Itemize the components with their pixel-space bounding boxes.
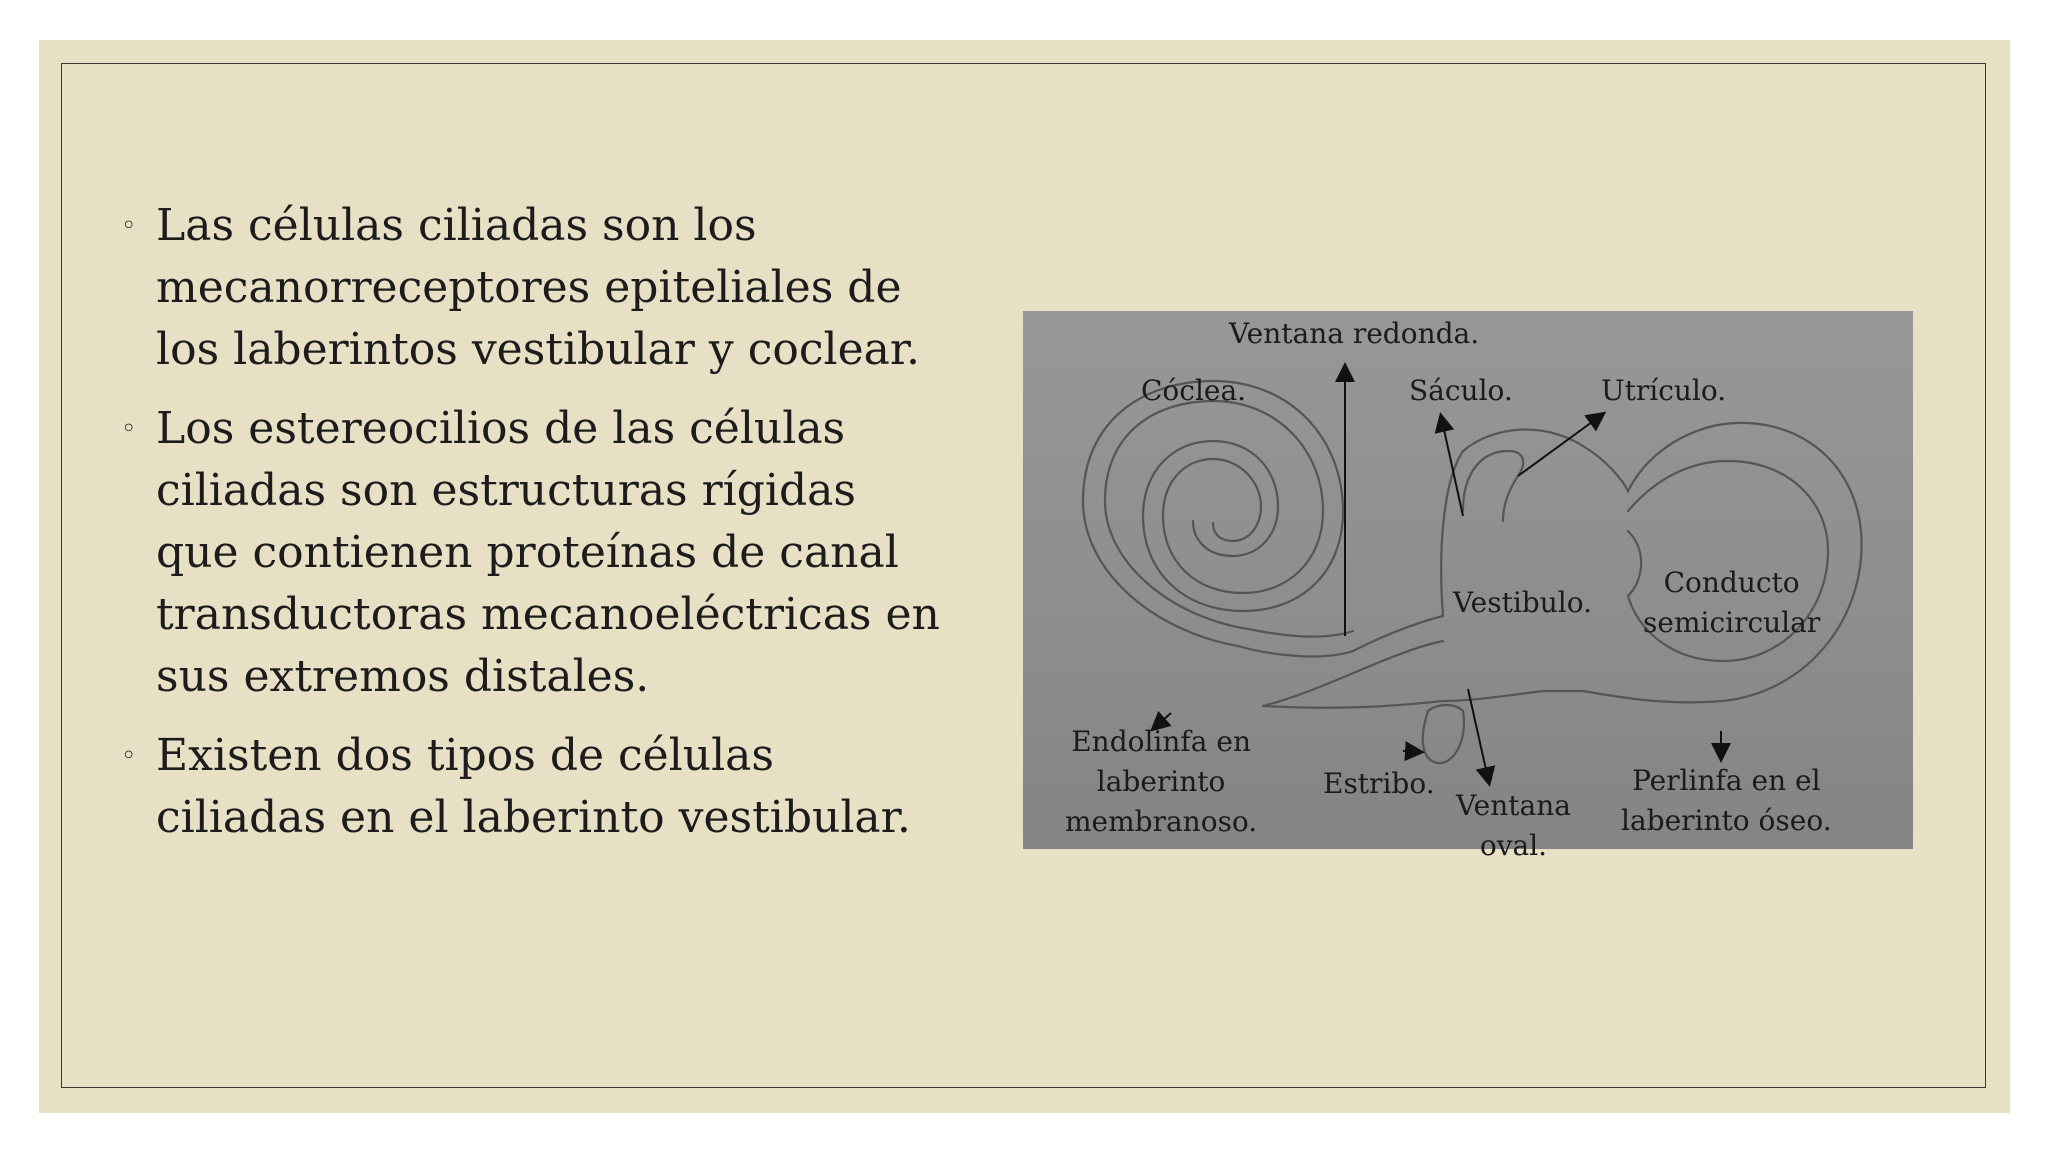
label-utriculo: Utrículo.	[1601, 374, 1727, 407]
bullet-text: Existen dos tipos de células ciliadas en el laberinto vestibular.	[156, 730, 911, 843]
cochlear-duct-upper	[1353, 616, 1443, 651]
stapes-outline	[1423, 705, 1464, 763]
label-line: laberinto	[1096, 765, 1226, 798]
bullet-list	[121, 195, 941, 866]
label-line: Perlinfa en el	[1632, 764, 1821, 797]
label-line: Endolinfa en	[1071, 725, 1251, 758]
label-conducto-semicircular	[1643, 563, 1820, 643]
label-line: Conducto	[1663, 566, 1800, 599]
label-line: membranoso.	[1065, 805, 1258, 838]
label-vestibulo: Vestibulo.	[1453, 586, 1592, 619]
cochlea-outer-outline	[1083, 381, 1353, 656]
arrow-ventana-oval	[1468, 689, 1489, 783]
label-coclea: Cóclea.	[1141, 374, 1247, 407]
label-perlinfa	[1621, 761, 1832, 841]
bullet-item	[121, 195, 941, 381]
bullet-icon: ◦	[121, 211, 137, 241]
arrow-saculo	[1441, 416, 1463, 516]
label-estribo: Estribo.	[1323, 767, 1435, 800]
bullet-icon: ◦	[121, 414, 137, 444]
bullet-icon: ◦	[121, 741, 137, 771]
arrow-utriculo	[1518, 414, 1603, 476]
inner-ear-diagram-photo	[1023, 311, 1913, 862]
arrow-estribo	[1403, 751, 1421, 752]
saccule-outline	[1463, 451, 1523, 521]
bullet-item	[121, 398, 941, 708]
bullet-text: Los estereocilios de las células ciliadas son estructuras rígidas que contienen proteínas de canal transductoras mecanoeléctricas en sus extremos distales.	[156, 403, 940, 702]
label-ventana-redonda: Ventana redonda.	[1229, 317, 1480, 350]
slide	[39, 40, 2010, 1113]
label-ventana-oval	[1456, 786, 1571, 866]
label-saculo: Sáculo.	[1409, 374, 1513, 407]
label-line: Ventana	[1456, 789, 1571, 822]
label-line: semicircular	[1643, 606, 1821, 639]
bullet-text: Las células ciliadas son los mecanorreceptores epiteliales de los laberintos vestibular y coclear.	[156, 200, 921, 375]
label-line: oval.	[1479, 829, 1548, 862]
bullet-item	[121, 725, 941, 849]
label-endolinfa	[1065, 722, 1257, 842]
label-line: laberinto óseo.	[1621, 804, 1832, 837]
